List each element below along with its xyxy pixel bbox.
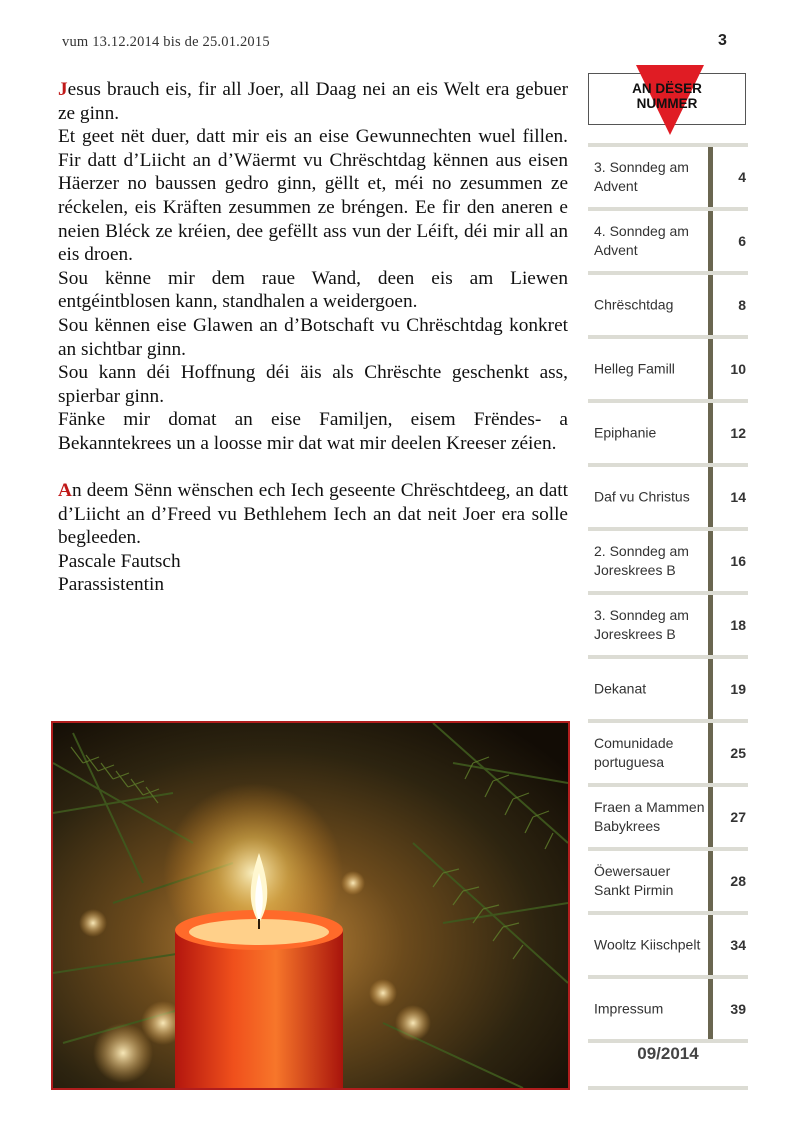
toc-item-page: 8 bbox=[738, 297, 746, 313]
header-date-range: vum 13.12.2014 bis de 25.01.2015 bbox=[62, 34, 270, 50]
toc-divider-bar bbox=[708, 595, 713, 655]
page-number: 3 bbox=[718, 32, 727, 49]
toc-item-page: 18 bbox=[730, 617, 746, 633]
toc-item-page: 10 bbox=[730, 361, 746, 377]
toc-divider-bar bbox=[708, 339, 713, 399]
toc-item-page: 19 bbox=[730, 681, 746, 697]
toc-item-label: Impressum bbox=[594, 1000, 664, 1017]
toc-item[interactable] bbox=[588, 975, 748, 1039]
toc-item[interactable] bbox=[588, 783, 748, 847]
toc-item-label: 4. Sonndeg am Advent bbox=[594, 223, 689, 258]
toc-item[interactable] bbox=[588, 207, 748, 271]
toc-item-label: Helleg Famill bbox=[594, 360, 675, 377]
paragraph-5: Sou kann déi Hoffnung déi äis als Chrëschte geschenkt ass, spierbar ginn. bbox=[58, 362, 568, 407]
toc-item-label: 2. Sonndeg am Joreskrees B bbox=[594, 543, 689, 578]
toc-divider-bar bbox=[708, 147, 713, 207]
toc-item-page: 6 bbox=[738, 233, 746, 249]
paragraph-4: Sou kënnen eise Glawen an d’Botschaft vu Chrëschtdag konkret an sichtbar ginn. bbox=[58, 314, 568, 360]
candle-illustration bbox=[53, 723, 568, 1088]
toc-item-label: Fraen a Mammen Babykrees bbox=[594, 799, 705, 834]
toc-divider-bar bbox=[708, 659, 713, 719]
toc-item-label: Dekanat bbox=[594, 680, 647, 697]
divider bbox=[588, 1039, 748, 1043]
toc-divider-bar bbox=[708, 403, 713, 463]
author-name: Pascale Fautsch bbox=[58, 550, 181, 572]
toc-divider-bar bbox=[708, 979, 713, 1039]
toc-title-line-2: NUMMER bbox=[636, 96, 698, 111]
toc-item-page: 12 bbox=[730, 425, 746, 441]
paragraph-spacer bbox=[58, 456, 568, 480]
toc-item-page: 28 bbox=[730, 873, 746, 889]
toc-item-page: 16 bbox=[730, 553, 746, 569]
toc-item-label: 3. Sonndeg am Advent bbox=[594, 159, 689, 194]
toc-item[interactable] bbox=[588, 463, 748, 527]
drop-cap: J bbox=[58, 79, 68, 100]
toc-item-label: 3. Sonndeg am Joreskrees B bbox=[594, 607, 689, 642]
toc-divider-bar bbox=[708, 723, 713, 783]
paragraph-3: Sou kënne mir dem raue Wand, deen eis am Liewen entgéintblosen kann, standhalen a weidergoen. bbox=[58, 267, 568, 313]
toc-divider-bar bbox=[708, 531, 713, 591]
paragraph-text: n deem Sënn wënschen ech Iech geseente Chrëschtdeeg, an datt d’Liicht an d’Freed vu Bethlehem Iech an dat neit Joer era solle begleeden. bbox=[58, 480, 568, 549]
toc-item-label: Epiphanie bbox=[594, 424, 657, 441]
table-of-contents bbox=[588, 143, 748, 1043]
toc-divider-bar bbox=[708, 851, 713, 911]
toc-item[interactable] bbox=[588, 271, 748, 335]
toc-divider-bar bbox=[708, 467, 713, 527]
toc-item-label: Chrëschtdag bbox=[594, 296, 674, 313]
paragraph-1 bbox=[58, 78, 568, 125]
toc-item[interactable] bbox=[588, 527, 748, 591]
divider bbox=[588, 1086, 748, 1090]
issue-number: 09/2014 bbox=[637, 1044, 699, 1063]
paragraph-2: Et geet nët duer, datt mir eis an eise Gewunnechten wuel fillen. Fir datt d’Liicht an d’Wäermt vu Chrëschtdag kënnen aus eisen Häerzer no baussen gedro ginn, gëllt et, méi no zesummen ze réckelen, eis Kräften zesummen ze bréngen. Ee fir den aneren e neien Bléck ze kréien, dee gefëllt ass vun der Léift, déi mir all an eis droen. bbox=[58, 126, 568, 266]
toc-item-page: 27 bbox=[730, 809, 746, 825]
toc-item-page: 25 bbox=[730, 745, 746, 761]
toc-item[interactable] bbox=[588, 655, 748, 719]
toc-item[interactable] bbox=[588, 591, 748, 655]
toc-item-page: 34 bbox=[730, 937, 746, 953]
candle-photo bbox=[51, 721, 570, 1090]
toc-item[interactable] bbox=[588, 143, 748, 207]
toc-item[interactable] bbox=[588, 911, 748, 975]
toc-item-label: Wooltz Kiischpelt bbox=[594, 936, 701, 953]
paragraph-6: Fänke mir domat an eise Familjen, eisem Frëndes- a Bekanntekrees un a loosse mir dat wat mir deelen Kreeser zéien. bbox=[58, 409, 568, 454]
toc-divider-bar bbox=[708, 915, 713, 975]
article-body bbox=[58, 78, 568, 597]
toc-item[interactable] bbox=[588, 719, 748, 783]
toc-header bbox=[588, 73, 746, 125]
toc-item[interactable] bbox=[588, 335, 748, 399]
toc-item[interactable] bbox=[588, 847, 748, 911]
drop-cap: A bbox=[58, 480, 72, 502]
toc-divider-bar bbox=[708, 787, 713, 847]
toc-item-label: Öewersauer Sankt Pirmin bbox=[594, 863, 674, 898]
toc-item-page: 39 bbox=[730, 1001, 746, 1017]
toc-divider-bar bbox=[708, 211, 713, 271]
paragraph-7 bbox=[58, 479, 568, 550]
author-role: Parassistentin bbox=[58, 574, 165, 596]
toc-item[interactable] bbox=[588, 399, 748, 463]
paragraph-text: esus brauch eis, fir all Joer, all Daag nei an eis Welt era gebuer ze ginn. bbox=[58, 79, 568, 124]
toc-item-page: 14 bbox=[730, 489, 746, 505]
toc-title bbox=[589, 81, 745, 111]
toc-item-label: Daf vu Christus bbox=[594, 488, 690, 505]
toc-divider-bar bbox=[708, 275, 713, 335]
toc-title-line-1: AN DËSER bbox=[632, 81, 702, 96]
toc-item-label: Comunidade portuguesa bbox=[594, 735, 674, 770]
toc-item-page: 4 bbox=[738, 169, 746, 185]
